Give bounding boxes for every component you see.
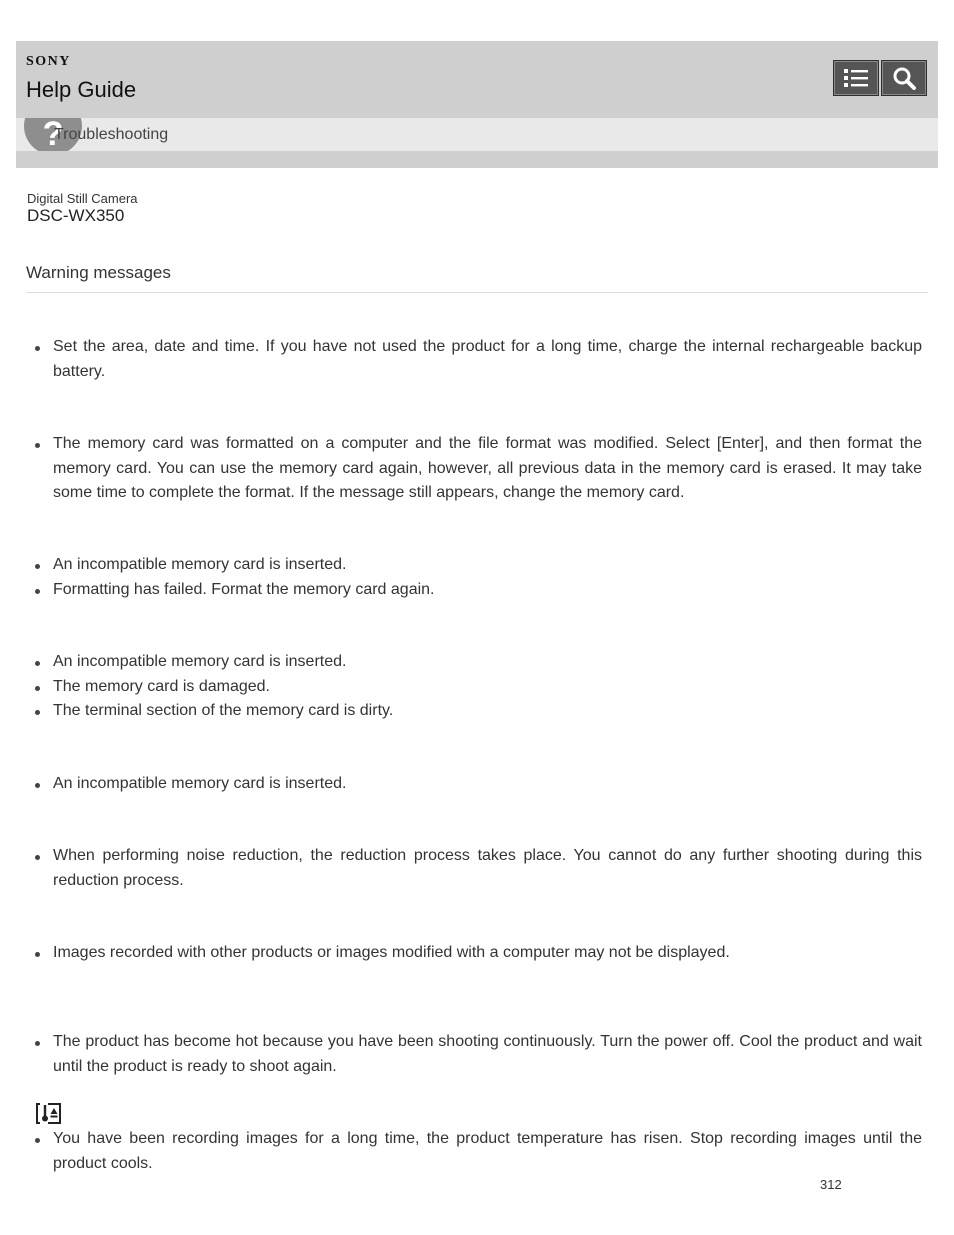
list-item: The terminal section of the memory card is dirty. xyxy=(26,699,922,724)
app-title: Help Guide xyxy=(26,77,137,102)
list-icon xyxy=(843,67,869,89)
list-item: The product has become hot because you have been shooting continuously. Turn the power off. Cool the product and wait until the product is ready to shoot again. xyxy=(26,1030,922,1079)
message-group xyxy=(26,650,922,724)
breadcrumb-link-troubleshooting[interactable]: Troubleshooting xyxy=(54,126,169,143)
list-item: You have been recording images for a long time, the product temperature has risen. Stop recording images until the product cools. xyxy=(26,1127,922,1176)
list-item: When performing noise reduction, the reduction process takes place. You cannot do any further shooting during this reduction process. xyxy=(26,844,922,893)
message-group xyxy=(26,335,922,384)
list-item: The memory card is damaged. xyxy=(26,675,922,700)
page-number: 312 xyxy=(820,1177,842,1192)
list-item: An incompatible memory card is inserted. xyxy=(26,553,922,578)
temperature-warning-icon xyxy=(36,1103,62,1124)
list-item: Formatting has failed. Format the memory card again. xyxy=(26,578,922,603)
product-type: Digital Still Camera xyxy=(27,191,138,206)
header-bar xyxy=(16,41,938,118)
list-item: An incompatible memory card is inserted. xyxy=(26,650,922,675)
search-icon xyxy=(892,66,916,90)
message-group xyxy=(26,941,922,966)
search-button[interactable] xyxy=(881,60,927,96)
breadcrumb xyxy=(16,118,938,151)
toc-button[interactable] xyxy=(833,60,879,96)
message-group xyxy=(26,432,922,506)
list-item: An incompatible memory card is inserted. xyxy=(26,772,922,797)
list-item: Set the area, date and time. If you have not used the product for a long time, charge the internal rechargeable backup battery. xyxy=(26,335,922,384)
title-divider xyxy=(26,292,928,293)
header-divider-band xyxy=(16,151,938,168)
message-group xyxy=(26,553,922,602)
product-model: DSC-WX350 xyxy=(27,206,125,225)
message-group xyxy=(26,1127,922,1176)
message-group xyxy=(26,1030,922,1079)
question-mark-glyph: ? xyxy=(42,118,64,151)
message-group xyxy=(26,844,922,893)
sony-logo: SONY xyxy=(26,54,71,69)
message-group xyxy=(26,772,922,797)
list-item: The memory card was formatted on a computer and the file format was modified. Select [Enter], and then format the memory card. You can use the memory card again, however, all previous data in the memory card is erased. It may take some time to complete the format. If the message still appears, change the memory card. xyxy=(26,432,922,506)
list-item: Images recorded with other products or images modified with a computer may not be displayed. xyxy=(26,941,922,966)
page-title: Warning messages xyxy=(26,263,171,282)
